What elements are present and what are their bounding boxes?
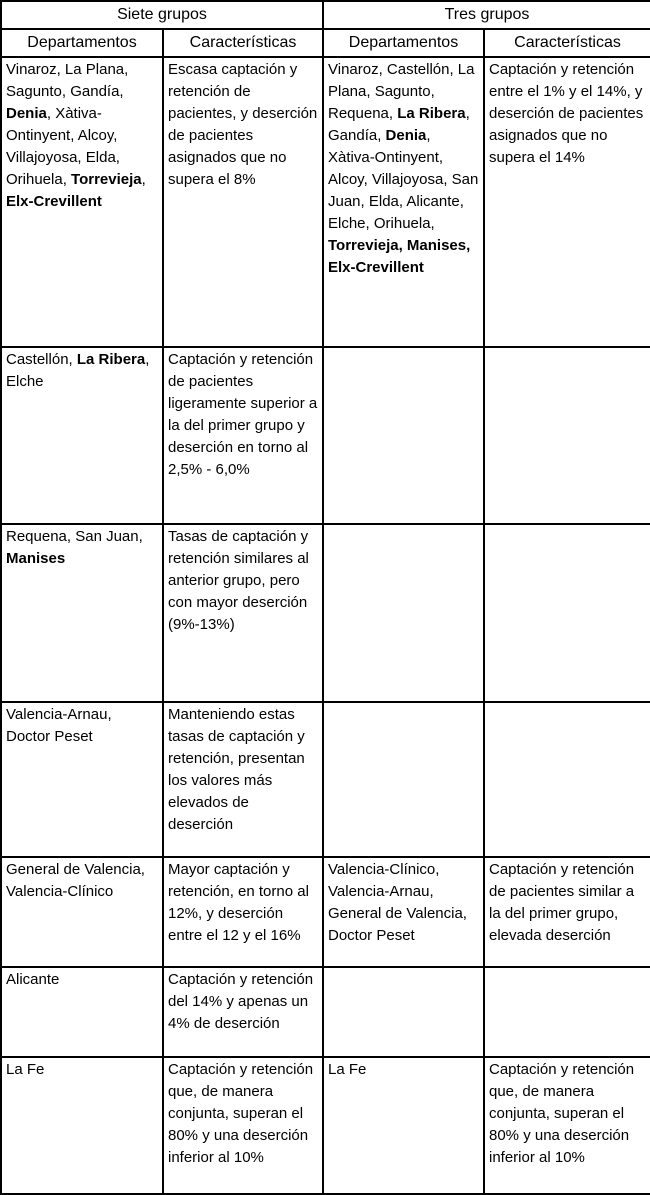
table-row [1, 1057, 650, 1194]
group-header-siete-grupos: Siete grupos [1, 1, 323, 29]
table-row [1, 857, 650, 967]
table-cell [484, 57, 650, 347]
cell-text: , Elche [6, 351, 150, 390]
column-header-caracteristicas-siete: Características [163, 29, 323, 57]
table-row [1, 57, 650, 347]
cell-text: Escasa captación y retención de pacientes, y deserción de pacientes asignados que no supera el 8% [168, 61, 318, 188]
table-row [1, 967, 650, 1057]
table-cell [1, 1057, 163, 1194]
cell-text: Manteniendo estas tasas de captación y retención, presentan los valores más elevados de deserción [168, 706, 305, 833]
table-cell [163, 967, 323, 1057]
cell-text-bold: Elx-Crevillent [6, 193, 102, 210]
cell-text-bold: Denia [6, 105, 47, 122]
table-cell [484, 702, 650, 857]
table-header [1, 1, 650, 57]
cell-text: Captación y retención que, de manera conjunta, superan el 80% y una deserción inferior al 10% [168, 1061, 314, 1166]
cell-text: , Xàtiva-Ontinyent, Alcoy, Villajoyosa, Elda, Orihuela, [6, 105, 120, 188]
cell-text: Captación y retención del 14% y apenas un 4% de deserción [168, 971, 314, 1032]
table-cell [1, 524, 163, 702]
cell-text-bold: Denia [385, 127, 427, 144]
table-cell [484, 524, 650, 702]
cell-text: Requena, San Juan, [6, 528, 143, 545]
table-cell [323, 967, 484, 1057]
cell-text: La Fe [328, 1061, 367, 1078]
table-cell [323, 524, 484, 702]
table-cell [1, 347, 163, 524]
table-cell [163, 702, 323, 857]
cell-text: , Xàtiva-Ontinyent, Alcoy, Villajoyosa, San Juan, Elda, Alicante, Elche, Orihuela, [328, 127, 479, 232]
table-row [1, 524, 650, 702]
table-cell [163, 1057, 323, 1194]
table-cell [163, 524, 323, 702]
table-cell [323, 57, 484, 347]
table-cell [163, 857, 323, 967]
group-header-row [1, 1, 650, 29]
cell-text: Mayor captación y retención, en torno al 12%, y deserción entre el 12 y el 16% [168, 861, 309, 944]
table-row [1, 702, 650, 857]
column-header-caracteristicas-tres: Características [484, 29, 650, 57]
table-cell [484, 857, 650, 967]
cell-text-bold: Torrevieja, Manises, Elx-Crevillent [328, 237, 471, 276]
table-cell [163, 57, 323, 347]
table-cell [323, 1057, 484, 1194]
column-header-row [1, 29, 650, 57]
cell-text: Castellón, [6, 351, 77, 368]
cell-text-bold: La Ribera [397, 105, 466, 122]
table-cell [1, 857, 163, 967]
table-body [1, 57, 650, 1194]
table-cell [323, 347, 484, 524]
column-header-departamentos-siete: Departamentos [1, 29, 163, 57]
cell-text: Captación y retención que, de manera conjunta, superan el 80% y una deserción inferior al 10% [489, 1061, 635, 1166]
cell-text-bold: La Ribera [76, 351, 146, 368]
cell-text: , [141, 171, 146, 188]
cell-text: Captación y retención entre el 1% y el 14%, y deserción de pacientes asignados que no supera el 14% [489, 61, 644, 166]
table-cell [484, 967, 650, 1057]
table-cell [1, 57, 163, 347]
cell-text: Vinaroz, La Plana, Sagunto, Gandía, [6, 61, 129, 100]
cell-text: Alicante [6, 971, 60, 988]
cell-text: Tasas de captación y retención similares al anterior grupo, pero con mayor deserción (9%-13%) [168, 528, 309, 633]
table-cell [323, 702, 484, 857]
cell-text-bold: Torrevieja [71, 171, 142, 188]
cell-text: La Fe [6, 1061, 45, 1078]
cell-text: General de Valencia, Valencia-Clínico [6, 861, 145, 900]
table-cell [1, 967, 163, 1057]
cell-text: Captación y retención de pacientes similar a la del primer grupo, elevada deserción [489, 861, 635, 944]
cell-text-bold: Manises [6, 550, 66, 567]
table-cell [163, 347, 323, 524]
column-header-departamentos-tres: Departamentos [323, 29, 484, 57]
cell-text: Captación y retención de pacientes ligeramente superior a la del primer grupo y deserción en torno al 2,5% - 6,0% [168, 351, 318, 478]
table-row [1, 347, 650, 524]
cell-text: , Gandía, [328, 105, 470, 144]
table-cell [484, 347, 650, 524]
table-cell [323, 857, 484, 967]
cell-text: Vinaroz, Castellón, La Plana, Sagunto, Requena, [328, 61, 475, 122]
table-cell [1, 702, 163, 857]
cell-text: Valencia-Clínico, Valencia-Arnau, General de Valencia, Doctor Peset [328, 861, 467, 944]
cell-text: Valencia-Arnau, Doctor Peset [6, 706, 112, 745]
group-header-tres-grupos: Tres grupos [323, 1, 650, 29]
table-cell [484, 1057, 650, 1194]
